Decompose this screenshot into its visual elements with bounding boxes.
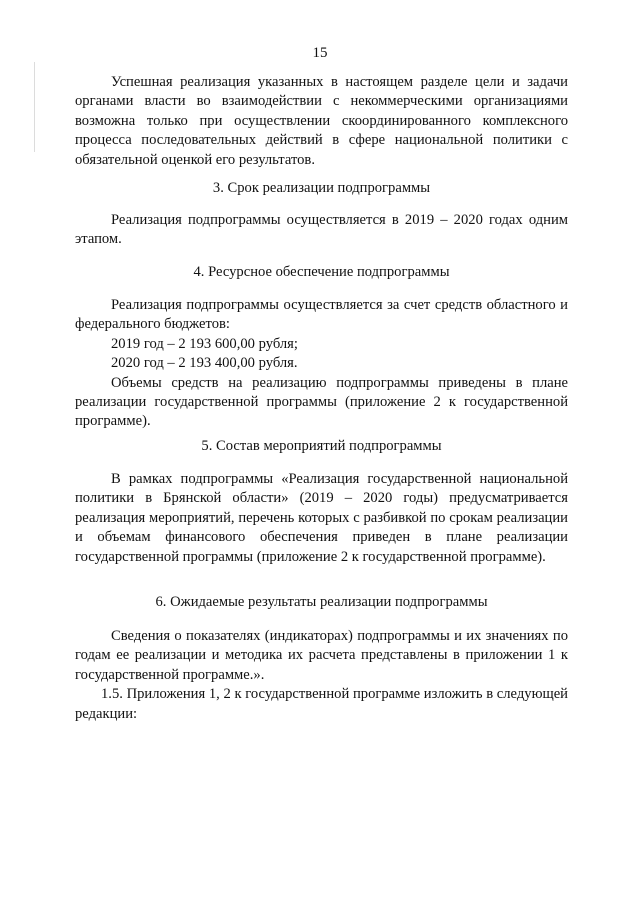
section-3-paragraph: Реализация подпрограммы осуществляется в 2019 – 2020 годах одним этапом. xyxy=(75,212,568,248)
item-1-5-paragraph: 1.5. Приложения 1, 2 к государственной программе изложить в следующей редакции: xyxy=(75,686,568,722)
intro-paragraph: Успешная реализация указанных в настоящем разделе цели и задачи органами власти во взаимодействии с некоммерческими организациями возможна только при осуществлении скоординированного комплексного процесса последовательных действий в сфере национальной политики с обязательной оценкой его результатов. xyxy=(75,74,568,168)
section-3-heading: 3. Срок реализации подпрограммы xyxy=(212,180,431,196)
section-4-paragraph: Реализация подпрограммы осуществляется за счет средств областного и федерального бюджетов: xyxy=(75,297,568,333)
intro-block xyxy=(75,73,568,170)
section-6-paragraph: Сведения о показателях (индикаторах) подпрограммы и их значениях по годам ее реализации и методика их расчета представлены в приложении 1 к государственной программе.». xyxy=(75,628,568,683)
section-5-paragraph: В рамках подпрограммы «Реализация государственной национальной политики в Брянской области» (2019 – 2020 годы) предусматривается реализация мероприятий, перечень которых с разбивкой по срокам реализации и объемам финансового обеспечения приведен в плане реализации государственной программы (приложение 2 к государственной программе). xyxy=(75,471,568,565)
section-4-volumes-paragraph: Объемы средств на реализацию подпрограммы приведены в плане реализации государственной программы (приложение 2 к государственной программе). xyxy=(75,374,568,430)
section-4-year-2020: 2020 год – 2 193 400,00 рубля. xyxy=(111,355,298,372)
section-6-block xyxy=(75,627,568,724)
section-4-year-2019: 2019 год – 2 193 600,00 рубля; xyxy=(111,335,298,352)
section-4-block xyxy=(75,296,568,432)
section-5-heading: 5. Состав мероприятий подпрограммы xyxy=(201,438,442,454)
section-4-heading: 4. Ресурсное обеспечение подпрограммы xyxy=(193,264,450,280)
section-6-heading: 6. Ожидаемые результаты реализации подпрограммы xyxy=(155,594,488,610)
page-number: 15 xyxy=(312,45,328,61)
section-5-block xyxy=(75,470,568,567)
scan-margin-line xyxy=(34,62,35,152)
section-3-block xyxy=(75,211,568,250)
